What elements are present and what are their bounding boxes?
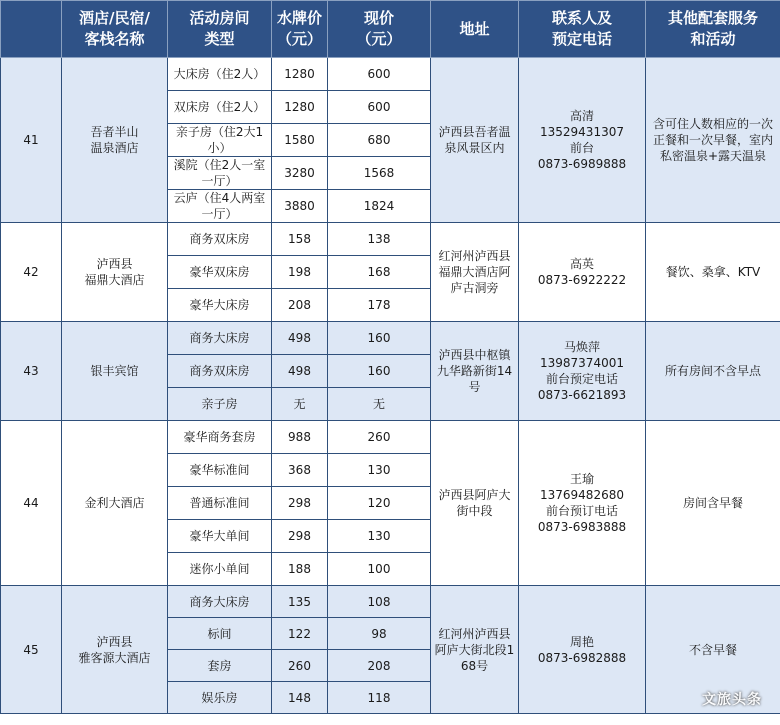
- hotel-number: 44: [1, 421, 62, 586]
- room-type: 云庐（住4人两室一厅）: [168, 190, 272, 223]
- list-price: 188: [272, 553, 328, 586]
- hotel-contact: 高清 13529431307 前台 0873-6989888: [519, 58, 646, 223]
- hotel-services: 含可住人数相应的一次正餐和一次早餐，室内私密温泉+露天温泉: [646, 58, 780, 223]
- hotel-name: 金利大酒店: [62, 421, 168, 586]
- current-price: 168: [328, 256, 431, 289]
- current-price: 680: [328, 124, 431, 157]
- current-price: 178: [328, 289, 431, 322]
- list-price: 498: [272, 355, 328, 388]
- current-price: 160: [328, 355, 431, 388]
- header-row: [1, 1, 780, 58]
- table-row: [1, 322, 780, 355]
- current-price: 208: [328, 650, 431, 682]
- room-type: 商务双床房: [168, 355, 272, 388]
- table-row: [1, 586, 780, 618]
- list-price: 135: [272, 586, 328, 618]
- current-price: 98: [328, 618, 431, 650]
- current-price: 600: [328, 58, 431, 91]
- list-price: 148: [272, 682, 328, 714]
- room-type: 娱乐房: [168, 682, 272, 714]
- list-price: 158: [272, 223, 328, 256]
- hotel-contact: 马焕萍 13987374001 前台预定电话 0873-6621893: [519, 322, 646, 421]
- header-hotel-name: 酒店/民宿/ 客栈名称: [62, 1, 168, 58]
- source-watermark: 文旅头条: [702, 692, 762, 708]
- room-type: 标间: [168, 618, 272, 650]
- current-price: 108: [328, 586, 431, 618]
- room-type: 商务大床房: [168, 586, 272, 618]
- room-type: 大床房（住2人）: [168, 58, 272, 91]
- header-address: 地址: [431, 1, 519, 58]
- header-number: [1, 1, 62, 58]
- current-price: 260: [328, 421, 431, 454]
- room-type: 迷你小单间: [168, 553, 272, 586]
- hotel-contact: 高英 0873-6922222: [519, 223, 646, 322]
- hotel-number: 43: [1, 322, 62, 421]
- room-type: 豪华双床房: [168, 256, 272, 289]
- list-price: 208: [272, 289, 328, 322]
- hotel-name: 吾者半山 温泉酒店: [62, 58, 168, 223]
- list-price: 298: [272, 487, 328, 520]
- header-room-type: 活动房间 类型: [168, 1, 272, 58]
- header-list-price: 水牌价 （元）: [272, 1, 328, 58]
- hotel-services: 餐饮、桑拿、KTV: [646, 223, 780, 322]
- header-current-price: 现价 （元）: [328, 1, 431, 58]
- current-price: 118: [328, 682, 431, 714]
- list-price: 122: [272, 618, 328, 650]
- room-type: 豪华标准间: [168, 454, 272, 487]
- room-type: 普通标准间: [168, 487, 272, 520]
- table-row: [1, 223, 780, 256]
- hotel-address: 红河州泸西县阿庐大街北段168号: [431, 586, 519, 714]
- room-type: 豪华商务套房: [168, 421, 272, 454]
- hotel-name: 泸西县 福鼎大酒店: [62, 223, 168, 322]
- list-price: 3880: [272, 190, 328, 223]
- list-price: 298: [272, 520, 328, 553]
- room-type: 亲子房: [168, 388, 272, 421]
- list-price: 3280: [272, 157, 328, 190]
- current-price: 138: [328, 223, 431, 256]
- header-contact: 联系人及 预定电话: [519, 1, 646, 58]
- hotel-name: 银丰宾馆: [62, 322, 168, 421]
- current-price: 无: [328, 388, 431, 421]
- hotel-name: 泸西县 雅客源大酒店: [62, 586, 168, 714]
- list-price: 368: [272, 454, 328, 487]
- header-services: 其他配套服务 和活动: [646, 1, 780, 58]
- room-type: 商务大床房: [168, 322, 272, 355]
- table-row: [1, 421, 780, 454]
- list-price: 260: [272, 650, 328, 682]
- table-row: [1, 58, 780, 91]
- hotel-address: 红河州泸西县福鼎大酒店阿庐古洞旁: [431, 223, 519, 322]
- room-type: 亲子房（住2大1小）: [168, 124, 272, 157]
- hotel-number: 45: [1, 586, 62, 714]
- current-price: 130: [328, 454, 431, 487]
- current-price: 160: [328, 322, 431, 355]
- hotel-services: 所有房间不含早点: [646, 322, 780, 421]
- hotel-number: 42: [1, 223, 62, 322]
- room-type: 豪华大床房: [168, 289, 272, 322]
- hotel-services: 房间含早餐: [646, 421, 780, 586]
- hotel-contact: 王瑜 13769482680 前台预订电话 0873-6983888: [519, 421, 646, 586]
- list-price: 1580: [272, 124, 328, 157]
- hotel-address: 泸西县中枢镇九华路新街14号: [431, 322, 519, 421]
- room-type: 套房: [168, 650, 272, 682]
- hotel-contact: 周艳 0873-6982888: [519, 586, 646, 714]
- hotel-address: 泸西县阿庐大街中段: [431, 421, 519, 586]
- room-type: 双床房（住2人）: [168, 91, 272, 124]
- hotel-address: 泸西县吾者温泉风景区内: [431, 58, 519, 223]
- list-price: 988: [272, 421, 328, 454]
- current-price: 1568: [328, 157, 431, 190]
- list-price: 198: [272, 256, 328, 289]
- current-price: 100: [328, 553, 431, 586]
- hotel-services: 不含早餐: [646, 586, 780, 714]
- list-price: 1280: [272, 58, 328, 91]
- room-type: 商务双床房: [168, 223, 272, 256]
- room-type: 豪华大单间: [168, 520, 272, 553]
- list-price: 无: [272, 388, 328, 421]
- list-price: 498: [272, 322, 328, 355]
- current-price: 1824: [328, 190, 431, 223]
- list-price: 1280: [272, 91, 328, 124]
- room-type: 溪院（住2人一室一厅）: [168, 157, 272, 190]
- current-price: 130: [328, 520, 431, 553]
- hotel-number: 41: [1, 58, 62, 223]
- current-price: 600: [328, 91, 431, 124]
- current-price: 120: [328, 487, 431, 520]
